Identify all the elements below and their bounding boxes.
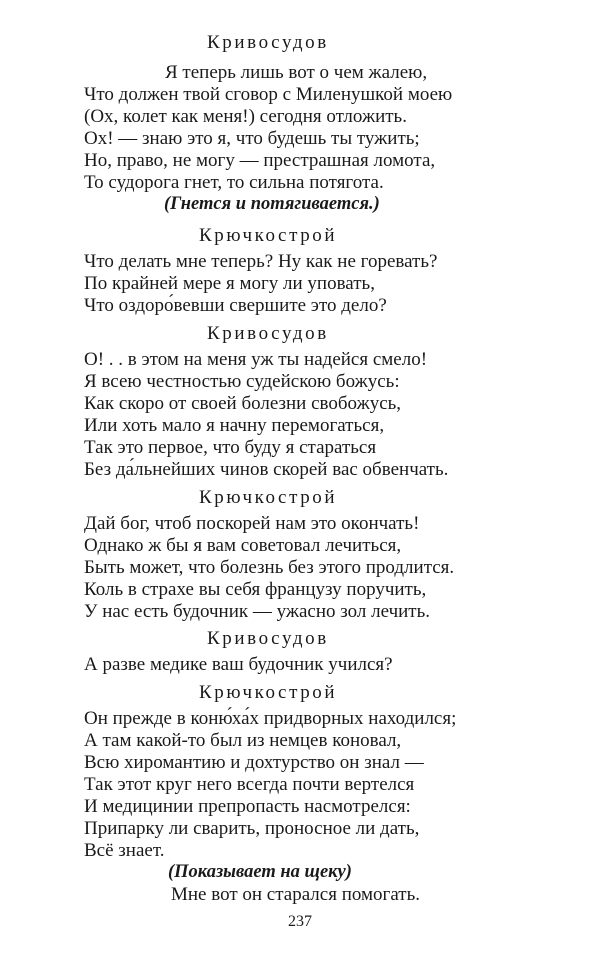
verse-line: Что должен твой сговор с Миленушкой моею xyxy=(84,84,453,105)
verse-line: А разве медике ваш будочник учился? xyxy=(84,654,393,675)
verse-line: Коль в страхе вы себя французу поручить, xyxy=(84,579,427,600)
speaker-name: Крючкострой xyxy=(199,225,338,246)
verse-line: Так это первое, что буду я стараться xyxy=(84,437,377,458)
verse-line: Мне вот он старался помогать. xyxy=(171,884,420,905)
verse-line: По крайней мере я могу ли уповать, xyxy=(84,273,375,294)
stage-direction: (Гнется и потягивается.) xyxy=(164,194,380,214)
verse-line: Припарку ли сварить, проносное ли дать, xyxy=(84,818,420,839)
verse-line: Он прежде в коню́ха́х придворных находился; xyxy=(84,708,457,729)
verse-line: Я теперь лишь вот о чем жалею, xyxy=(165,62,428,83)
verse-line: Ох! — знаю это я, что будешь ты тужить; xyxy=(84,128,420,149)
verse-line: Как скоро от своей болезни свобожусь, xyxy=(84,393,402,414)
speaker-name: Кривосудов xyxy=(207,32,329,53)
verse-line: О! . . в этом на меня уж ты надейся смело! xyxy=(84,349,428,370)
verse-line: То судорога гнет, то сильна потягота. xyxy=(84,172,384,193)
verse-line: Дай бог, чтоб поскорей нам это окончать! xyxy=(84,513,420,534)
verse-line: Но, право, не могу — престрашная ломота, xyxy=(84,150,436,171)
verse-line: Быть может, что болезнь без этого продлится. xyxy=(84,557,455,578)
verse-line: Что делать мне теперь? Ну как не горевать? xyxy=(84,251,438,272)
verse-line: И медицинии препропасть насмотрелся: xyxy=(84,796,411,817)
page-number: 237 xyxy=(288,913,312,930)
verse-line: (Ох, колет как меня!) сегодня отложить. xyxy=(84,106,407,127)
verse-line: А там какой-то был из немцев коновал, xyxy=(84,730,402,751)
speaker-name: Крючкострой xyxy=(199,682,338,703)
verse-line: Однако ж бы я вам советовал лечиться, xyxy=(84,535,402,556)
verse-line: У нас есть будочник — ужасно зол лечить. xyxy=(84,601,431,622)
verse-line: Всё знает. xyxy=(84,840,165,861)
verse-line: Всю хиромантию и дохтурство он знал — xyxy=(84,752,424,773)
stage-direction: (Показывает на щеку) xyxy=(168,862,352,882)
verse-line: Что оздоро́вевши свершите это дело? xyxy=(84,295,387,316)
verse-line: Так этот круг него всегда почти вертелся xyxy=(84,774,415,795)
speaker-name: Кривосудов xyxy=(207,628,329,649)
verse-line: Я всею честностью судейскою божусь: xyxy=(84,371,400,392)
verse-line: Или хоть мало я начну перемогаться, xyxy=(84,415,385,436)
verse-line: Без да́льнейших чинов скорей вас обвенчать. xyxy=(84,459,449,480)
speaker-name: Кривосудов xyxy=(207,323,329,344)
speaker-name: Крючкострой xyxy=(199,487,338,508)
